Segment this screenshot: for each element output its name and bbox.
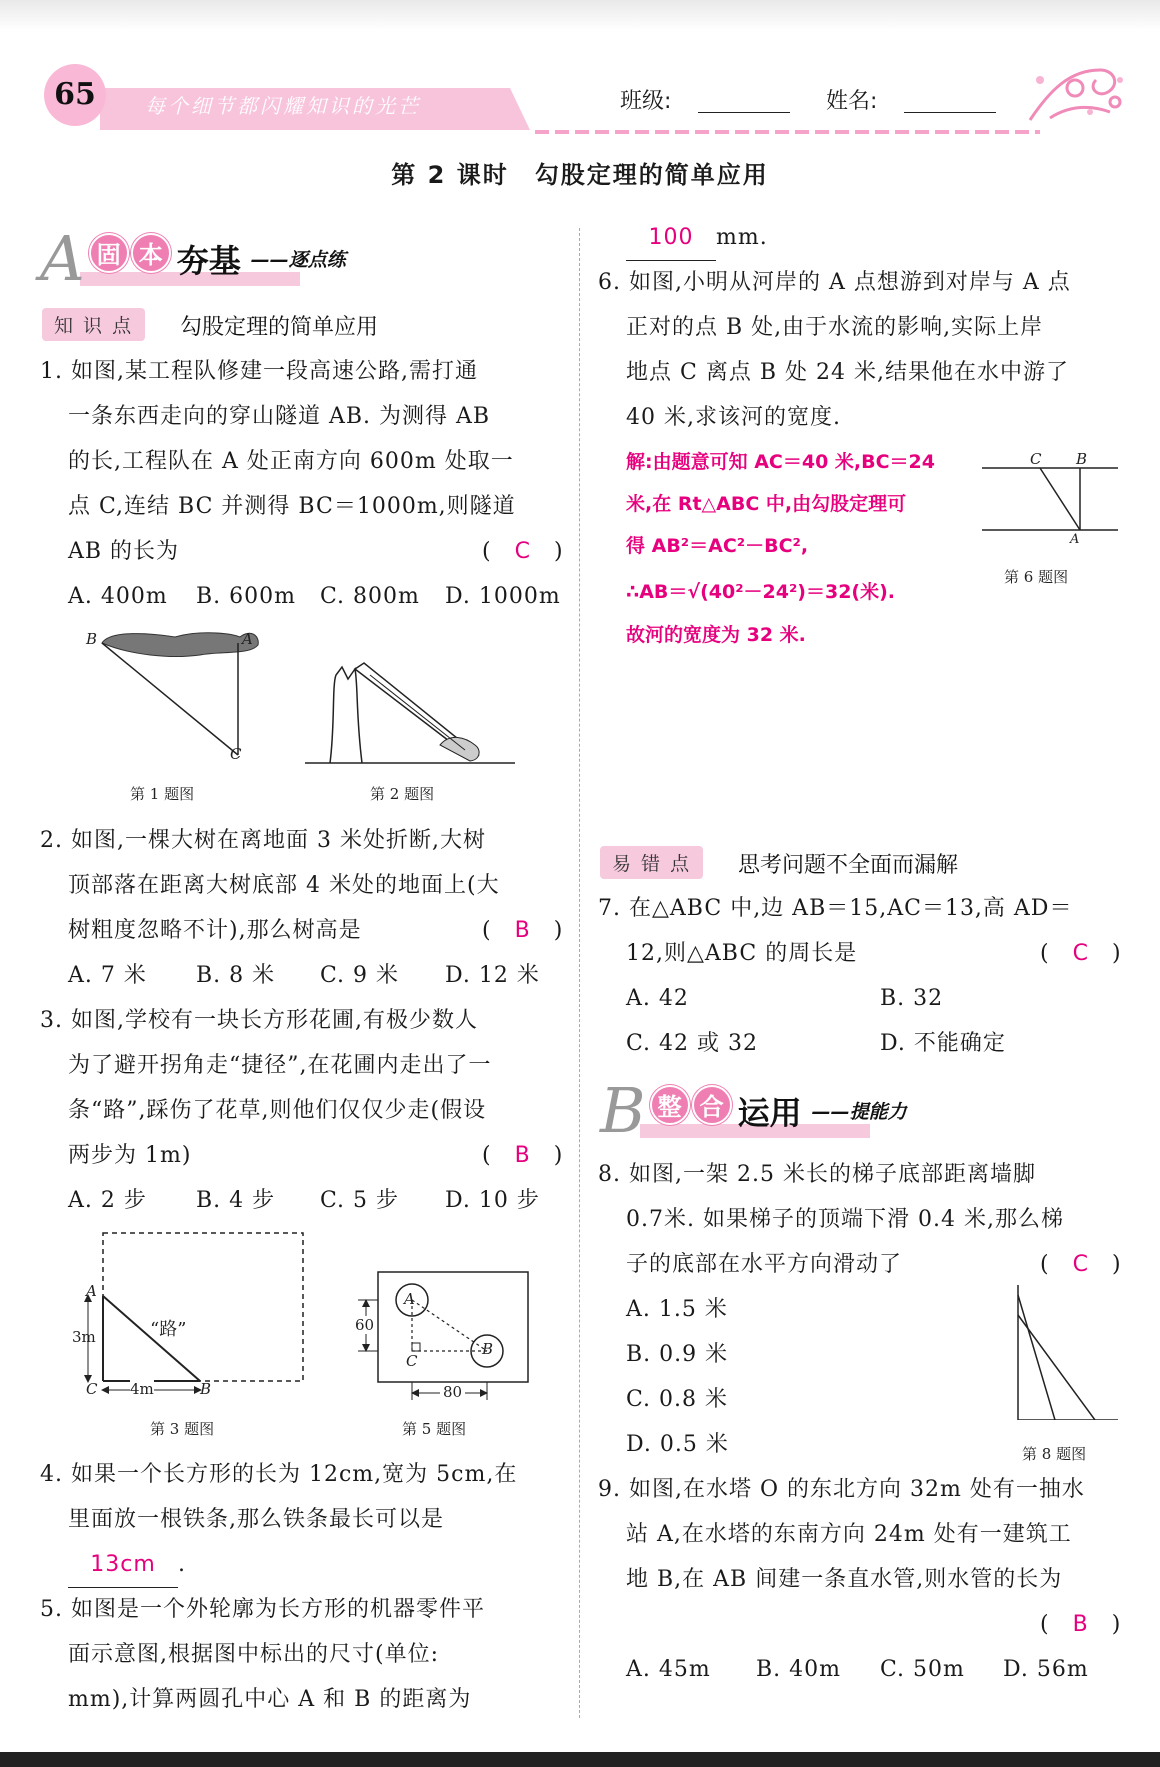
q1-line: 点 C,连结 BC 并测得 BC＝1000m,则隧道 bbox=[68, 494, 516, 519]
top-strip bbox=[0, 0, 1160, 30]
class-field[interactable] bbox=[698, 112, 790, 113]
q2-line: 顶部落在距离大树底部 4 米处的地面上(大 bbox=[68, 873, 500, 898]
q7-option-d: D. 不能确定 bbox=[880, 1031, 1006, 1056]
q8-option-d: D. 0.5 米 bbox=[626, 1432, 729, 1457]
section-b-subtitle: ——提能力 bbox=[811, 1101, 907, 1123]
fig5-60-label: 60 bbox=[355, 1316, 375, 1334]
q3-option-c: C. 5 步 bbox=[320, 1188, 400, 1213]
fig5-label-c: C bbox=[406, 1352, 418, 1370]
q7-option-b: B. 32 bbox=[880, 986, 944, 1011]
q3-option-a: A. 2 步 bbox=[68, 1188, 147, 1213]
q2-option-c: C. 9 米 bbox=[320, 963, 400, 988]
figure-3 bbox=[70, 1228, 310, 1398]
q1-answer: C bbox=[514, 539, 531, 564]
q3-line: 为了避开拐角走“捷径”,在花圃内走出了一 bbox=[68, 1053, 492, 1078]
lesson-title: 第 2 课时 勾股定理的简单应用 bbox=[391, 161, 769, 189]
fig5-80-label: 80 bbox=[440, 1383, 465, 1401]
fig1-caption: 第 1 题图 bbox=[130, 785, 195, 803]
q1-answer-slot: ( C ) bbox=[482, 539, 564, 564]
page-number: 65 bbox=[54, 77, 96, 112]
q8-line: 子的底部在水平方向滑动了 bbox=[626, 1252, 903, 1277]
section-a-char2: 本 bbox=[131, 233, 171, 273]
fig6-label-a: A bbox=[1070, 532, 1080, 547]
q4-line: 里面放一根铁条,那么铁条最长可以是 bbox=[68, 1507, 444, 1532]
name-field[interactable] bbox=[904, 112, 996, 113]
fig3-label-b: B bbox=[200, 1380, 212, 1398]
q3-option-b: B. 4 步 bbox=[196, 1188, 276, 1213]
fig3-road-label: “路” bbox=[150, 1319, 187, 1340]
q1-line: 的长,工程队在 A 处正南方向 600m 处取一 bbox=[68, 449, 514, 474]
section-a-subtitle: ——逐点练 bbox=[250, 249, 346, 271]
name-label: 姓名: bbox=[826, 89, 878, 114]
q6-line: 40 米,求该河的宽度. bbox=[626, 405, 841, 430]
section-a-heading bbox=[40, 222, 346, 295]
section-a-letter: A bbox=[40, 222, 85, 295]
q5-line: 面示意图,根据图中标出的尺寸(单位: bbox=[68, 1642, 439, 1667]
fig8-caption: 第 8 题图 bbox=[1022, 1445, 1087, 1463]
fig1-label-b: B bbox=[86, 630, 98, 648]
q4-line: 4. 如果一个长方形的长为 12cm,宽为 5cm,在 bbox=[40, 1462, 518, 1487]
q9-line: 站 A,在水塔的东南方向 24m 处有一建筑工 bbox=[626, 1522, 1072, 1547]
header bbox=[0, 40, 1160, 140]
q2-option-d: D. 12 米 bbox=[445, 963, 540, 988]
motto: 每个细节都闪耀知识的光芒 bbox=[145, 94, 421, 118]
q4-answer: 13cm bbox=[68, 1542, 178, 1588]
q2-option-a: A. 7 米 bbox=[68, 963, 147, 988]
fig6-label-b: B bbox=[1076, 450, 1088, 468]
section-b-char2: 合 bbox=[692, 1085, 732, 1125]
q6-solution-line: 米,在 Rt△ABC 中,由勾股定理可 bbox=[626, 493, 907, 515]
q3-answer: B bbox=[514, 1143, 531, 1168]
q6-solution-line: 解:由题意可知 AC＝40 米,BC＝24 bbox=[626, 451, 936, 473]
figure-6 bbox=[980, 450, 1120, 540]
q8-answer-slot: ( C ) bbox=[1040, 1252, 1122, 1277]
q6-solution-line: ∴AB＝√(40²－24²)＝32(米). bbox=[626, 581, 895, 603]
section-b-char1: 整 bbox=[650, 1085, 690, 1125]
q2-answer: B bbox=[514, 918, 531, 943]
q3-option-d: D. 10 步 bbox=[445, 1188, 540, 1213]
q5-unit: mm. bbox=[716, 225, 768, 250]
fig6-label-c: C bbox=[1030, 450, 1042, 468]
q8-option-b: B. 0.9 米 bbox=[626, 1342, 729, 1367]
fig5-label-a: A bbox=[404, 1290, 415, 1308]
figure-8 bbox=[1010, 1280, 1120, 1420]
q5-blank-row bbox=[626, 215, 768, 261]
page-number-badge bbox=[44, 64, 106, 126]
fig2-caption: 第 2 题图 bbox=[370, 785, 435, 803]
q9-answer-slot: ( B ) bbox=[1040, 1612, 1122, 1637]
q7-option-c: C. 42 或 32 bbox=[626, 1031, 759, 1056]
fig3-label-c: C bbox=[86, 1380, 98, 1398]
q7-line: 7. 在△ABC 中,边 AB＝15,AC＝13,高 AD＝ bbox=[598, 896, 1073, 921]
class-label: 班级: bbox=[620, 89, 672, 114]
fig3-caption: 第 3 题图 bbox=[150, 1420, 215, 1438]
section-a-title: 夯基 bbox=[176, 241, 241, 280]
fig3-label-a: A bbox=[86, 1282, 97, 1300]
q9-option-a: A. 45m bbox=[626, 1657, 711, 1682]
q9-option-d: D. 56m bbox=[1003, 1657, 1089, 1682]
q4-blank-row: 13cm . bbox=[68, 1542, 186, 1588]
figure-2 bbox=[300, 645, 520, 765]
q9-option-b: B. 40m bbox=[756, 1657, 842, 1682]
q1-option-b: B. 600m bbox=[196, 584, 297, 609]
q5-line: 5. 如图是一个外轮廓为长方形的机器零件平 bbox=[40, 1597, 485, 1622]
q3-answer-slot: ( B ) bbox=[482, 1143, 564, 1168]
q9-line: 9. 如图,在水塔 O 的东北方向 32m 处有一抽水 bbox=[598, 1477, 1085, 1502]
q7-answer-slot: ( C ) bbox=[1040, 941, 1122, 966]
knowledge-point-text: 勾股定理的简单应用 bbox=[180, 315, 379, 340]
fig3-4m-label: 4m bbox=[130, 1380, 154, 1398]
q2-answer-slot: ( B ) bbox=[482, 918, 564, 943]
q9-line: 地 B,在 AB 间建一条直水管,则水管的长为 bbox=[626, 1567, 1063, 1592]
q1-option-c: C. 800m bbox=[320, 584, 420, 609]
q6-solution-line: 得 AB²＝AC²－BC², bbox=[626, 535, 809, 557]
q6-line: 地点 C 离点 B 处 24 米,结果他在水中游了 bbox=[626, 360, 1069, 385]
q6-line: 正对的点 B 处,由于水流的影响,实际上岸 bbox=[626, 315, 1044, 340]
fig5-label-b: B bbox=[482, 1340, 494, 1358]
q2-line: 树粗度忽略不计),那么树高是 bbox=[68, 918, 362, 943]
q8-line: 8. 如图,一架 2.5 米长的梯子底部距离墙脚 bbox=[598, 1162, 1036, 1187]
q3-line: 条“路”,踩伤了花草,则他们仅仅少走(假设 bbox=[68, 1098, 487, 1123]
fig5-caption: 第 5 题图 bbox=[402, 1420, 467, 1438]
section-b-title: 运用 bbox=[737, 1093, 802, 1132]
flower-ornament-icon bbox=[1020, 50, 1130, 130]
section-b-heading bbox=[600, 1074, 907, 1147]
q7-answer: C bbox=[1072, 941, 1089, 966]
fig3-3m-label: 3m bbox=[72, 1328, 96, 1346]
q5-line: mm),计算两圆孔中心 A 和 B 的距离为 bbox=[68, 1687, 472, 1712]
q1-line: 1. 如图,某工程队修建一段高速公路,需打通 bbox=[40, 359, 478, 384]
fig1-label-a: A bbox=[242, 630, 253, 648]
q6-solution-line: 故河的宽度为 32 米. bbox=[626, 624, 806, 646]
q6-line: 6. 如图,小明从河岸的 A 点想游到对岸与 A 点 bbox=[598, 270, 1071, 295]
q5-answer: 100 bbox=[626, 215, 716, 261]
q3-line: 两步为 1m) bbox=[68, 1143, 192, 1168]
q1-line: AB 的长为 bbox=[68, 539, 180, 564]
error-point-tag: 易 错 点 bbox=[600, 846, 703, 879]
q8-option-c: C. 0.8 米 bbox=[626, 1387, 729, 1412]
q1-line: 一条东西走向的穿山隧道 AB. 为测得 AB bbox=[68, 404, 491, 429]
knowledge-point-tag: 知 识 点 bbox=[42, 308, 145, 341]
column-divider bbox=[579, 228, 580, 1718]
q9-option-c: C. 50m bbox=[880, 1657, 965, 1682]
q1-option-d: D. 1000m bbox=[445, 584, 561, 609]
q7-line: 12,则△ABC 的周长是 bbox=[626, 941, 858, 966]
section-a-char1: 固 bbox=[89, 233, 129, 273]
q2-line: 2. 如图,一棵大树在离地面 3 米处折断,大树 bbox=[40, 828, 486, 853]
q3-line: 3. 如图,学校有一块长方形花圃,有极少数人 bbox=[40, 1008, 478, 1033]
q8-line: 0.7米. 如果梯子的顶端下滑 0.4 米,那么梯 bbox=[626, 1207, 1064, 1232]
bottom-strip bbox=[0, 1752, 1160, 1767]
error-point-text: 思考问题不全面而漏解 bbox=[738, 853, 959, 878]
q2-option-b: B. 8 米 bbox=[196, 963, 276, 988]
q7-option-a: A. 42 bbox=[626, 986, 689, 1011]
q8-option-a: A. 1.5 米 bbox=[626, 1297, 728, 1322]
fig6-caption: 第 6 题图 bbox=[1004, 568, 1069, 586]
fig1-label-c: C bbox=[230, 745, 242, 763]
q9-answer: B bbox=[1072, 1612, 1089, 1637]
q8-answer: C bbox=[1072, 1252, 1089, 1277]
section-b-letter: B bbox=[600, 1074, 646, 1147]
q1-option-a: A. 400m bbox=[68, 584, 168, 609]
